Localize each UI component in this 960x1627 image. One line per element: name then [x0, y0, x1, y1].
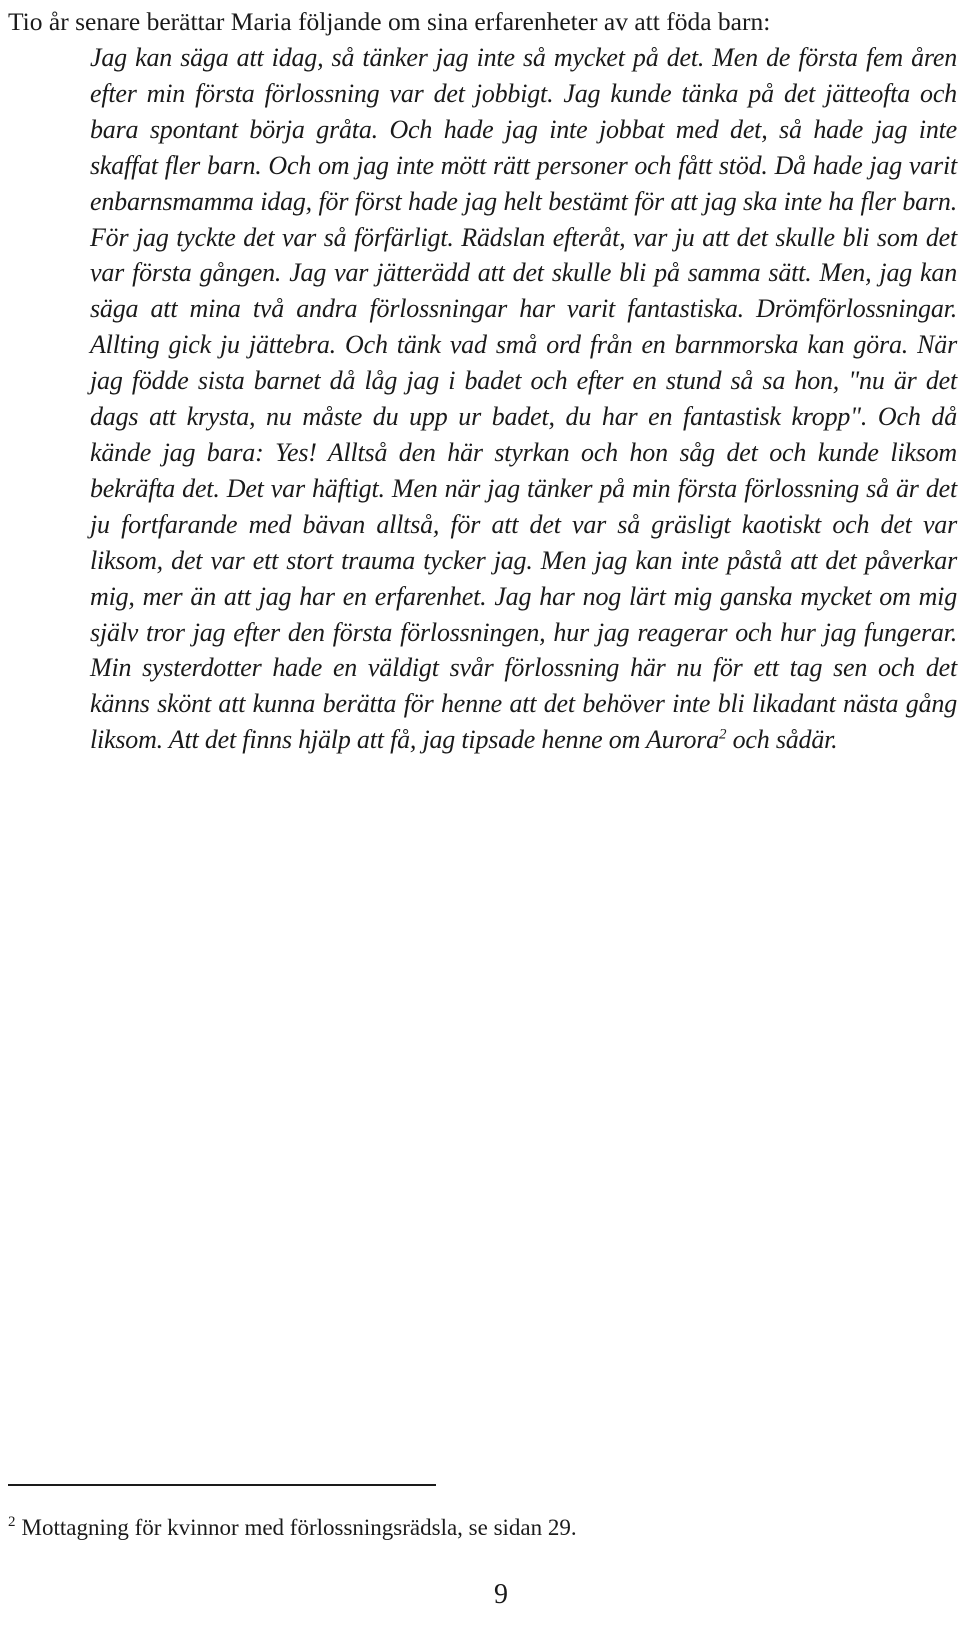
quote-ending: och sådär. — [726, 725, 838, 755]
footnote — [8, 1513, 948, 1543]
quote-text: Jag kan säga att idag, så tänker jag inte så mycket på det. Men de första fem åren efter min första förlossning var det jobbigt. Jag kunde tänka på det jätteofta och bara spontant börja gråta. Och hade jag inte jobbat med det, så hade jag inte skaffat fler barn. Och om jag inte mött rätt personer och fått stöd. Då hade jag varit enbarnsmamma idag, för först hade jag helt bestämt för att jag ska inte ha fler barn. För jag tyckte det var så förfärligt. Rädslan efteråt, var ju att det skulle bli som det var första gången. Jag var jätterädd att det skulle bli på samma sätt. Men, jag kan säga att mina två andra förlossningar har varit fantastiska. Drömförlossningar. Allting gick ju jättebra. Och tänk vad små ord från en barnmorska kan göra. När jag födde sista barnet då låg jag i badet och efter en stund så sa hon, "nu är det dags att krysta, nu måste du upp ur badet, du har en fantastisk kropp". Och då kände jag bara: Yes! Alltså den här styrkan och hon såg det och kunde liksom bekräfta det. Det var häftigt. Men när jag tänker på min första förlossning så är det ju fortfarande med bävan alltså, för att det var så gräsligt kaotiskt och det var liksom, det var ett stort trauma tycker jag. Men jag kan inte påstå att det påverkar mig, mer än att jag har en erfarenhet. Jag har nog lärt mig ganska mycket om mig själv tror jag efter den första förlossningen, hur jag reagerar och hur jag fungerar. Min systerdotter hade en väldigt svår förlossning här nu för ett tag sen och det känns skönt att kunna berätta för henne att det behöver inte bli likadant nästa gång liksom. Att det finns hjälp att få, jag tipsade henne om Aurora — [90, 43, 957, 755]
intro-paragraph: Tio år senare berättar Maria följande om sina erfarenheter av att föda barn: — [8, 7, 771, 36]
interview-quote — [90, 40, 957, 758]
footnote-divider — [8, 1484, 436, 1486]
page-number: 9 — [494, 1579, 508, 1610]
footnote-reference[interactable]: 2 — [718, 726, 727, 743]
footnote-text: Mottagning för kvinnor med förlossningsrädsla, se sidan 29. — [21, 1515, 577, 1540]
footnote-number: 2 — [8, 1514, 16, 1531]
